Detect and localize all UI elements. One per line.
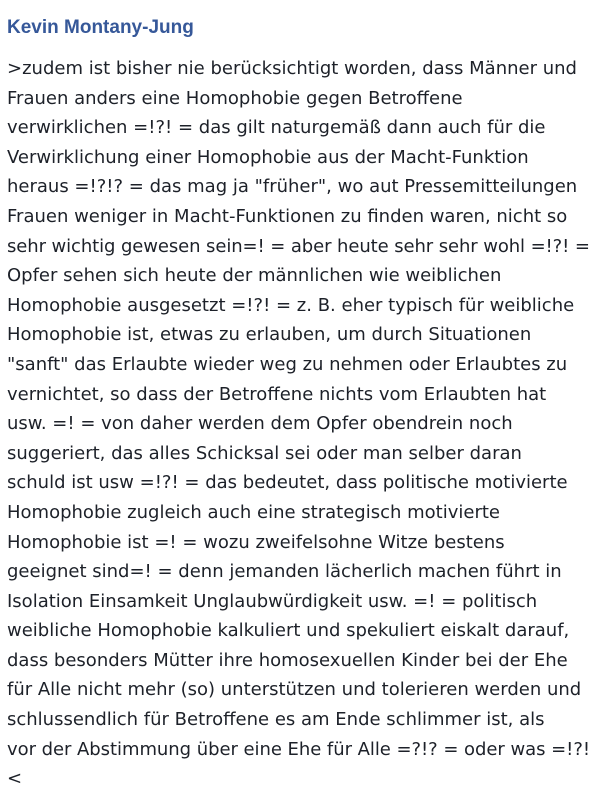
comment-line: suggeriert, das alles Schicksal sei oder man selber daran bbox=[7, 442, 522, 464]
comment-line: < bbox=[7, 768, 23, 790]
comment-line: geeignet sind=! = denn jemanden lächerlich machen führt in bbox=[7, 561, 562, 583]
comment-line: >zudem ist bisher nie berücksichtigt worden, dass Männer und bbox=[7, 58, 577, 79]
comment-line: vernichtet, so dass der Betroffene nichts vom Erlaubten hat bbox=[7, 383, 547, 405]
comment-line: Isolation Einsamkeit Unglaubwürdigkeit usw. =! = politisch bbox=[7, 590, 538, 612]
comment-line: usw. =! = von daher werden dem Opfer obendrein noch bbox=[7, 413, 513, 435]
comment-line: Homophobie ausgesetzt =!?! = z. B. eher typisch für weibliche bbox=[7, 294, 575, 316]
comment-line: Homophobie zugleich auch eine strategisch motivierte bbox=[7, 501, 500, 523]
comment-line: weibliche Homophobie kalkuliert und spekuliert eiskalt darauf, bbox=[7, 620, 570, 642]
comment-line: sehr wichtig gewesen sein=! = aber heute sehr sehr wohl =!?! = bbox=[7, 235, 590, 257]
author-name-link[interactable]: Kevin Montany-Jung bbox=[7, 17, 194, 38]
comment-line: dass besonders Mütter ihre homosexuellen Kinder bei der Ehe bbox=[7, 649, 568, 671]
comment-line: Homophobie ist =! = wozu zweifelsohne Witze bestens bbox=[7, 531, 505, 553]
comment-line: schlussendlich für Betroffene es am Ende schlimmer ist, als bbox=[7, 709, 545, 731]
comment-body bbox=[7, 54, 590, 790]
comment-line: Homophobie ist, etwas zu erlauben, um durch Situationen bbox=[7, 324, 532, 346]
comment-line: Verwirklichung einer Homophobie aus der Macht-Funktion bbox=[7, 146, 529, 168]
comment-line: Frauen weniger in Macht-Funktionen zu finden waren, nicht so bbox=[7, 205, 568, 227]
comment-line: schuld ist usw =!?! = das bedeutet, dass politische motivierte bbox=[7, 472, 568, 494]
comment-line: Opfer sehen sich heute der männlichen wie weiblichen bbox=[7, 265, 502, 287]
comment-line: "sanft" das Erlaubte wieder weg zu nehmen oder Erlaubtes zu bbox=[7, 353, 568, 375]
comment-line: heraus =!?!? = das mag ja "früher", wo aut Pressemitteilungen bbox=[7, 176, 578, 198]
comment-line: vor der Abstimmung über eine Ehe für Alle =?!? = oder was =!?! bbox=[7, 738, 590, 760]
comment-line: Frauen anders eine Homophobie gegen Betroffene bbox=[7, 87, 463, 109]
comment-line: für Alle nicht mehr (so) unterstützen und tolerieren werden und bbox=[7, 679, 582, 701]
comment-line: verwirklichen =!?! = das gilt naturgemäß dann auch für die bbox=[7, 117, 546, 139]
